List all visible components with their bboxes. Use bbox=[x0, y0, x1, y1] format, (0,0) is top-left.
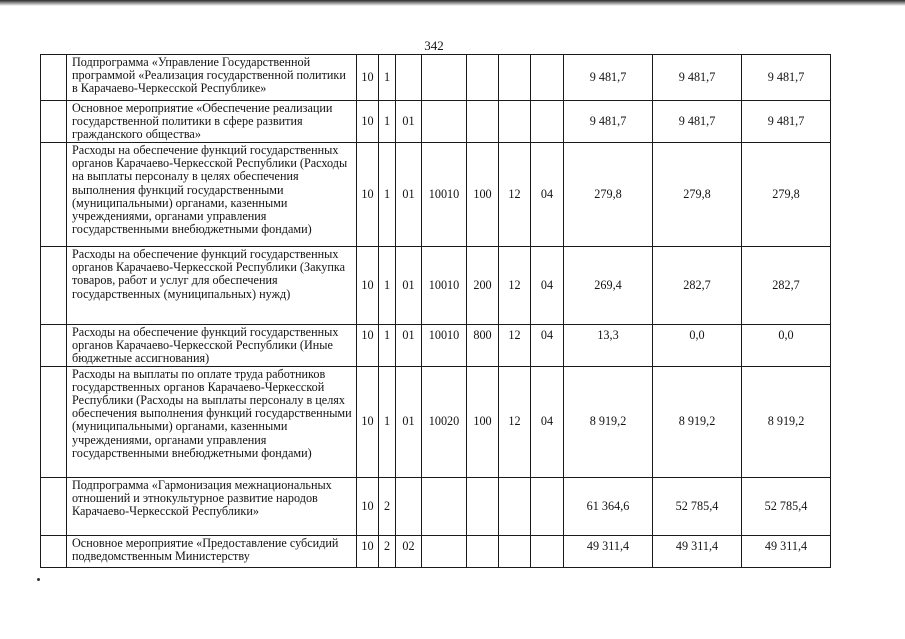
scan-top-edge bbox=[0, 0, 905, 6]
amount-cell: 8 919,2 bbox=[742, 366, 831, 477]
row-number-cell bbox=[41, 143, 67, 247]
table-row bbox=[41, 477, 831, 535]
amount-cell: 0,0 bbox=[742, 325, 831, 367]
code-cell: 10 bbox=[357, 477, 379, 535]
row-description: Основное мероприятие «Обеспечение реализации государственной политики в сфере развития гражданского общества» bbox=[67, 101, 357, 143]
code-cell: 100 bbox=[467, 143, 499, 247]
code-cell: 12 bbox=[499, 366, 531, 477]
amount-cell: 13,3 bbox=[564, 325, 653, 367]
amount-cell: 8 919,2 bbox=[653, 366, 742, 477]
code-cell: 10 bbox=[357, 366, 379, 477]
code-cell: 10010 bbox=[422, 143, 467, 247]
scan-speck bbox=[37, 578, 40, 581]
row-number-cell bbox=[41, 535, 67, 567]
code-cell bbox=[499, 535, 531, 567]
code-cell bbox=[467, 535, 499, 567]
row-number-cell bbox=[41, 101, 67, 143]
row-description: Подпрограмма «Управление Государственной программой «Реализация государственной политики в Карачаево-Черкесской Республике» bbox=[67, 55, 357, 101]
code-cell: 10020 bbox=[422, 366, 467, 477]
code-cell: 1 bbox=[379, 55, 396, 101]
code-cell bbox=[422, 55, 467, 101]
code-cell: 10 bbox=[357, 55, 379, 101]
amount-cell: 49 311,4 bbox=[742, 535, 831, 567]
code-cell bbox=[467, 55, 499, 101]
table-row bbox=[41, 535, 831, 567]
amount-cell: 282,7 bbox=[742, 247, 831, 325]
budget-table bbox=[40, 54, 831, 568]
code-cell: 1 bbox=[379, 366, 396, 477]
code-cell bbox=[499, 55, 531, 101]
amount-cell: 49 311,4 bbox=[653, 535, 742, 567]
code-cell: 10 bbox=[357, 101, 379, 143]
code-cell bbox=[422, 535, 467, 567]
amount-cell: 52 785,4 bbox=[742, 477, 831, 535]
code-cell: 1 bbox=[379, 247, 396, 325]
table-row bbox=[41, 101, 831, 143]
code-cell: 10 bbox=[357, 143, 379, 247]
row-number-cell bbox=[41, 247, 67, 325]
code-cell bbox=[531, 55, 564, 101]
amount-cell: 61 364,6 bbox=[564, 477, 653, 535]
table-body bbox=[41, 55, 831, 568]
code-cell: 1 bbox=[379, 143, 396, 247]
code-cell: 01 bbox=[396, 101, 422, 143]
code-cell: 01 bbox=[396, 366, 422, 477]
code-cell bbox=[499, 101, 531, 143]
code-cell bbox=[531, 101, 564, 143]
row-description: Основное мероприятие «Предоставление субсидий подведомственным Министерству bbox=[67, 535, 357, 567]
table-row bbox=[41, 366, 831, 477]
code-cell: 04 bbox=[531, 325, 564, 367]
code-cell: 12 bbox=[499, 325, 531, 367]
row-description: Расходы на обеспечение функций государственных органов Карачаево-Черкесской Республики (Иные бюджетные ассигнования) bbox=[67, 325, 357, 367]
amount-cell: 0,0 bbox=[653, 325, 742, 367]
code-cell: 10010 bbox=[422, 325, 467, 367]
code-cell bbox=[531, 477, 564, 535]
code-cell: 100 bbox=[467, 366, 499, 477]
row-number-cell bbox=[41, 55, 67, 101]
code-cell bbox=[396, 477, 422, 535]
amount-cell: 9 481,7 bbox=[742, 101, 831, 143]
amount-cell: 279,8 bbox=[742, 143, 831, 247]
code-cell bbox=[396, 55, 422, 101]
table-row bbox=[41, 55, 831, 101]
code-cell: 10 bbox=[357, 535, 379, 567]
table-row bbox=[41, 325, 831, 367]
amount-cell: 279,8 bbox=[653, 143, 742, 247]
code-cell: 04 bbox=[531, 247, 564, 325]
code-cell: 10 bbox=[357, 325, 379, 367]
code-cell: 2 bbox=[379, 477, 396, 535]
amount-cell: 9 481,7 bbox=[653, 101, 742, 143]
code-cell: 10 bbox=[357, 247, 379, 325]
amount-cell: 9 481,7 bbox=[564, 55, 653, 101]
amount-cell: 9 481,7 bbox=[564, 101, 653, 143]
code-cell bbox=[422, 477, 467, 535]
amount-cell: 269,4 bbox=[564, 247, 653, 325]
code-cell: 1 bbox=[379, 101, 396, 143]
code-cell: 01 bbox=[396, 325, 422, 367]
amount-cell: 9 481,7 bbox=[742, 55, 831, 101]
code-cell: 800 bbox=[467, 325, 499, 367]
code-cell: 12 bbox=[499, 247, 531, 325]
code-cell: 200 bbox=[467, 247, 499, 325]
row-number-cell bbox=[41, 366, 67, 477]
amount-cell: 282,7 bbox=[653, 247, 742, 325]
amount-cell: 9 481,7 bbox=[653, 55, 742, 101]
code-cell: 02 bbox=[396, 535, 422, 567]
code-cell: 04 bbox=[531, 143, 564, 247]
row-description: Расходы на обеспечение функций государственных органов Карачаево-Черкесской Республики (Закупка товаров, работ и услуг для обеспечения государственных (муниципальных) нужд) bbox=[67, 247, 357, 325]
row-number-cell bbox=[41, 325, 67, 367]
code-cell: 12 bbox=[499, 143, 531, 247]
code-cell bbox=[531, 535, 564, 567]
row-number-cell bbox=[41, 477, 67, 535]
row-description: Расходы на выплаты по оплате труда работников государственных органов Карачаево-Черкесской Республики (Расходы на выплаты персоналу в целях обеспечения выполнения функций государственными (муниципальными) органами, казенными учреждениями, органами управления государственными внебюджетными фондами) bbox=[67, 366, 357, 477]
amount-cell: 52 785,4 bbox=[653, 477, 742, 535]
row-description: Подпрограмма «Гармонизация межнациональных отношений и этнокультурное развитие народов Карачаево-Черкесской Республики» bbox=[67, 477, 357, 535]
amount-cell: 8 919,2 bbox=[564, 366, 653, 477]
code-cell: 01 bbox=[396, 247, 422, 325]
code-cell bbox=[467, 101, 499, 143]
code-cell: 01 bbox=[396, 143, 422, 247]
code-cell: 04 bbox=[531, 366, 564, 477]
table-row bbox=[41, 247, 831, 325]
code-cell bbox=[499, 477, 531, 535]
code-cell: 1 bbox=[379, 325, 396, 367]
code-cell: 2 bbox=[379, 535, 396, 567]
amount-cell: 49 311,4 bbox=[564, 535, 653, 567]
amount-cell: 279,8 bbox=[564, 143, 653, 247]
table-row bbox=[41, 143, 831, 247]
code-cell bbox=[467, 477, 499, 535]
code-cell: 10010 bbox=[422, 247, 467, 325]
row-description: Расходы на обеспечение функций государственных органов Карачаево-Черкесской Республики (Расходы на выплаты персоналу в целях обеспечения выполнения функций государственными (муниципальными) органами, казенными учреждениями, органами управления государственными внебюджетными фондами) bbox=[67, 143, 357, 247]
code-cell bbox=[422, 101, 467, 143]
page-number: 342 bbox=[424, 38, 444, 53]
